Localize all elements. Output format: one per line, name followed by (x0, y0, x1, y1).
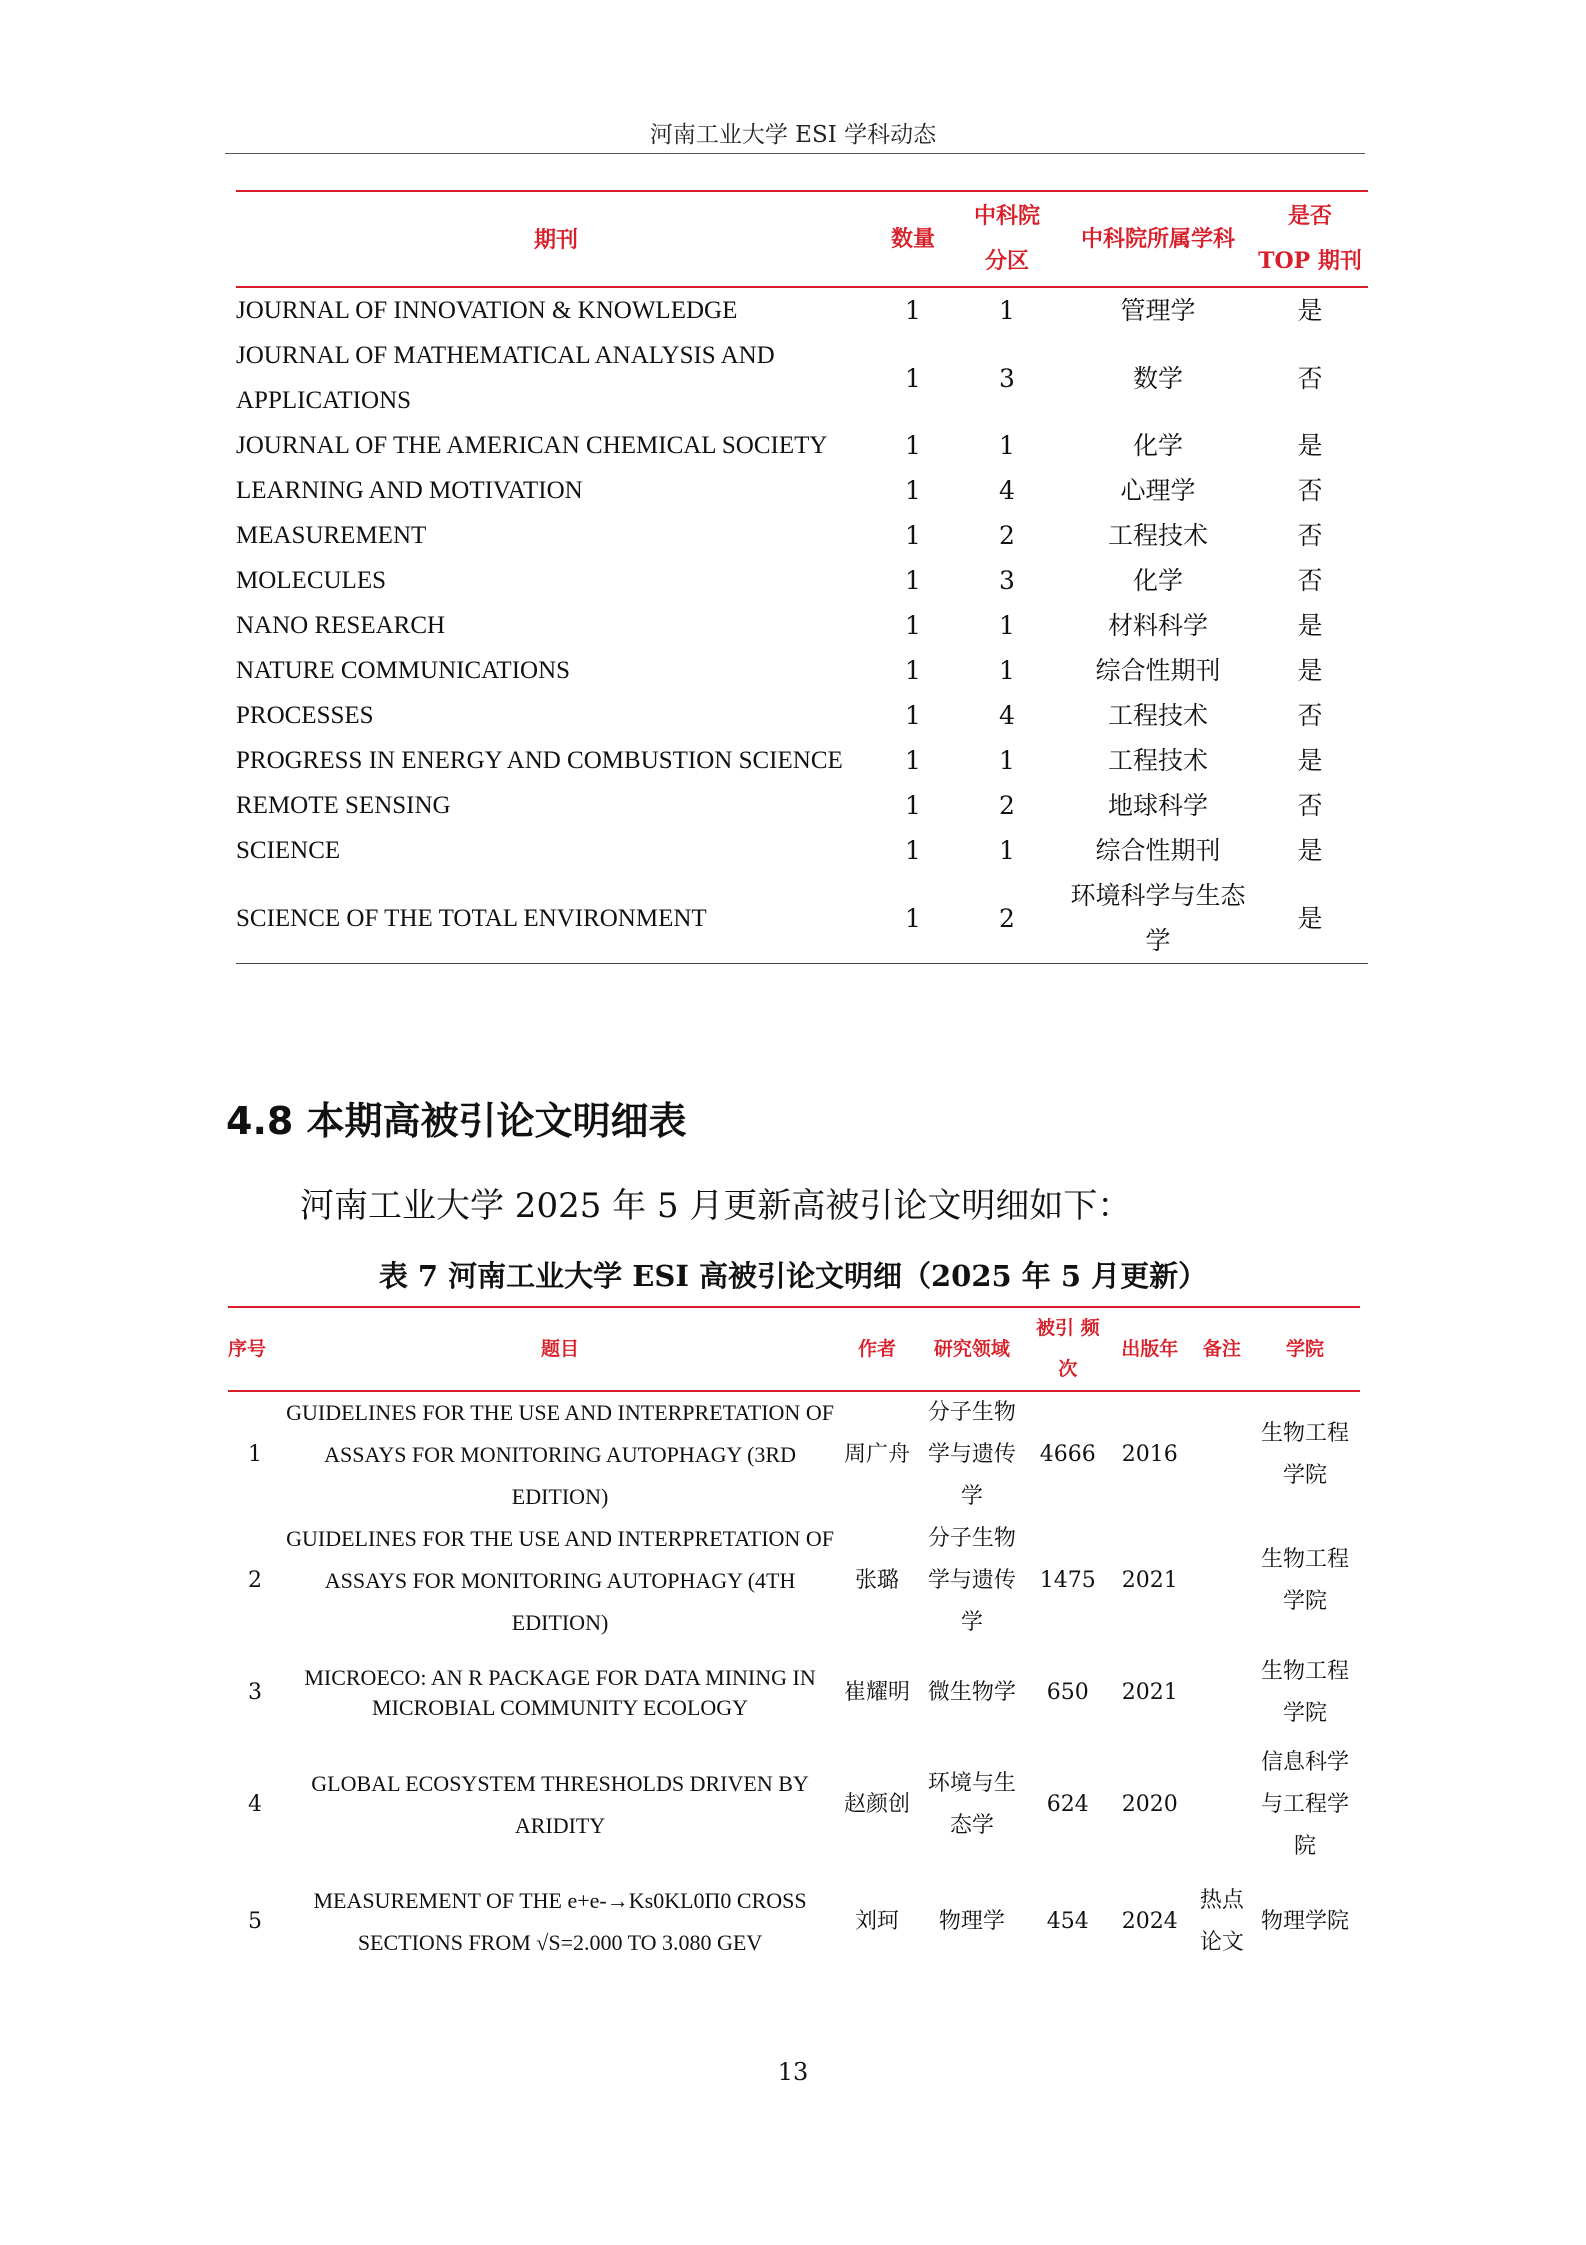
table-caption: 表 7 河南工业大学 ESI 高被引论文明细（2025 年 5 月更新） (378, 1259, 1208, 1293)
journal-table-body (236, 287, 1368, 964)
paper-cited: 454 (1046, 1909, 1089, 1934)
journal-count: 1 (905, 476, 921, 505)
paper-title: GUIDELINES FOR THE USE AND INTERPRETATION OF ASSAYS FOR MONITORING AUTOPHAGY (3RD EDITION) (286, 1400, 834, 1509)
paper-title: GLOBAL ECOSYSTEM THRESHOLDS DRIVEN BY ARIDITY (311, 1771, 809, 1838)
journal-top: 是 (1297, 656, 1323, 685)
journal-subject: 数学 (1132, 363, 1183, 393)
journal-top: 是 (1297, 611, 1323, 640)
journal-row (236, 333, 1368, 423)
journal-top: 否 (1297, 791, 1323, 820)
journal-count: 1 (905, 296, 921, 325)
paper-college: 生物工程学院 (1260, 1659, 1349, 1726)
journal-top: 是 (1297, 903, 1323, 933)
journal-zone: 1 (999, 656, 1015, 685)
paper-row (228, 1868, 1360, 1976)
col-zone (950, 191, 1064, 287)
col-zone-l2: 分区 (984, 248, 1029, 274)
col-field: 研究领域 (933, 1337, 1010, 1360)
journal-top: 是 (1297, 296, 1323, 325)
paper-no: 1 (248, 1442, 262, 1467)
journal-count: 1 (905, 566, 921, 595)
journal-row (236, 693, 1368, 738)
journal-count: 1 (905, 903, 921, 933)
paper-year: 2021 (1121, 1568, 1178, 1593)
col-no: 序号 (228, 1337, 267, 1360)
journal-row (236, 558, 1368, 603)
journal-name: LEARNING AND MOTIVATION (236, 477, 583, 504)
journal-top: 是 (1297, 836, 1323, 865)
journal-row (236, 423, 1368, 468)
journal-top: 否 (1297, 476, 1323, 505)
journal-top: 是 (1297, 746, 1323, 775)
journal-count: 1 (905, 791, 921, 820)
journal-zone: 1 (999, 431, 1015, 460)
paper-no: 2 (248, 1568, 262, 1593)
paper-title: MEASUREMENT OF THE e+e-→Ks0KL0Π0 CROSS SECTIONS FROM √S=2.000 TO 3.080 GEV (313, 1888, 807, 1955)
highly-cited-table-body (228, 1391, 1360, 1976)
journal-subject: 环境科学与生态学 (1070, 881, 1246, 955)
paper-note (1194, 1391, 1250, 1518)
paper-no: 3 (248, 1680, 262, 1705)
journal-table (236, 190, 1368, 964)
paper-cited: 1475 (1039, 1568, 1096, 1593)
journal-subject: 化学 (1132, 566, 1183, 595)
paper-field: 环境与生态学 (927, 1771, 1016, 1838)
paper-college: 信息科学与工程学院 (1260, 1750, 1349, 1859)
page-number: 13 (777, 2058, 809, 2086)
paper-author: 赵颜创 (843, 1792, 910, 1817)
paper-author: 崔耀明 (843, 1680, 910, 1705)
paper-year: 2021 (1121, 1680, 1178, 1705)
journal-subject: 地球科学 (1107, 791, 1208, 820)
paper-row (228, 1391, 1360, 1518)
journal-subject: 材料科学 (1107, 611, 1208, 640)
paper-college: 生物工程学院 (1260, 1547, 1349, 1614)
paper-year: 2016 (1121, 1442, 1178, 1467)
paper-cited: 4666 (1039, 1442, 1096, 1467)
journal-row (236, 603, 1368, 648)
journal-name: SCIENCE (236, 837, 341, 864)
journal-row (236, 738, 1368, 783)
col-zone-l1: 中科院 (973, 203, 1040, 229)
journal-zone: 2 (999, 521, 1015, 550)
journal-name: PROGRESS IN ENERGY AND COMBUSTION SCIENCE (236, 747, 843, 774)
col-cited: 被引 频次 (1035, 1317, 1100, 1380)
journal-top: 否 (1297, 521, 1323, 550)
journal-subject: 管理学 (1120, 296, 1196, 325)
paper-author: 张璐 (854, 1568, 899, 1593)
journal-zone: 2 (999, 791, 1015, 820)
journal-count: 1 (905, 656, 921, 685)
journal-row (236, 873, 1368, 964)
paper-year: 2024 (1121, 1909, 1178, 1934)
journal-count: 1 (905, 836, 921, 865)
paper-field: 分子生物学与遗传学 (927, 1526, 1016, 1635)
paper-note (1194, 1742, 1250, 1868)
journal-count: 1 (905, 431, 921, 460)
journal-zone: 4 (999, 701, 1015, 730)
paper-year: 2020 (1121, 1792, 1178, 1817)
running-header: 河南工业大学 ESI 学科动态 (649, 122, 937, 148)
col-note: 备注 (1202, 1337, 1241, 1360)
paper-title: MICROECO: AN R PACKAGE FOR DATA MINING IN MICROBIAL COMMUNITY ECOLOGY (304, 1665, 816, 1720)
paper-college: 物理学院 (1260, 1909, 1349, 1934)
journal-subject: 综合性期刊 (1095, 656, 1221, 685)
paper-title: GUIDELINES FOR THE USE AND INTERPRETATION OF ASSAYS FOR MONITORING AUTOPHAGY (4TH EDITION) (286, 1526, 834, 1635)
journal-table-header (236, 191, 1368, 287)
journal-subject: 工程技术 (1107, 521, 1208, 550)
journal-row (236, 783, 1368, 828)
col-year: 出版年 (1121, 1337, 1179, 1360)
paper-note (1194, 1644, 1250, 1742)
journal-name: PROCESSES (236, 702, 374, 729)
paper-row (228, 1742, 1360, 1868)
journal-row (236, 513, 1368, 558)
journal-zone: 1 (999, 611, 1015, 640)
journal-count: 1 (905, 521, 921, 550)
journal-count: 1 (905, 746, 921, 775)
paper-author: 刘珂 (854, 1909, 899, 1934)
journal-zone: 3 (999, 363, 1015, 393)
paper-no: 4 (248, 1792, 262, 1817)
journal-top: 是 (1297, 431, 1323, 460)
col-top-l2: TOP 期刊 (1258, 248, 1362, 274)
journal-name: MEASUREMENT (236, 522, 427, 549)
journal-zone: 1 (999, 746, 1015, 775)
col-subject: 中科院所属学科 (1080, 225, 1235, 252)
intro-paragraph: 河南工业大学 2025 年 5 月更新高被引论文明细如下： (300, 1186, 1132, 1226)
journal-zone: 2 (999, 903, 1015, 933)
paper-cited: 624 (1046, 1792, 1089, 1817)
journal-subject: 化学 (1132, 431, 1183, 460)
journal-zone: 3 (999, 566, 1015, 595)
journal-row (236, 828, 1368, 873)
col-journal: 期刊 (533, 226, 578, 252)
journal-name: JOURNAL OF MATHEMATICAL ANALYSIS AND APPLICATIONS (236, 342, 775, 414)
section-title: 4.8 本期高被引论文明细表 (226, 1099, 687, 1143)
paper-no: 5 (248, 1909, 262, 1934)
journal-name: MOLECULES (236, 567, 386, 594)
journal-count: 1 (905, 363, 921, 393)
col-title: 题目 (541, 1337, 580, 1360)
paper-cited: 650 (1046, 1680, 1089, 1705)
highly-cited-table (228, 1306, 1360, 1976)
journal-subject: 工程技术 (1107, 746, 1208, 775)
journal-top: 否 (1297, 363, 1323, 393)
paper-row (228, 1644, 1360, 1742)
paper-note: 热点论文 (1199, 1888, 1244, 1955)
journal-subject: 工程技术 (1107, 701, 1208, 730)
journal-zone: 1 (999, 296, 1015, 325)
paper-college: 生物工程学院 (1260, 1421, 1349, 1488)
journal-row (236, 468, 1368, 513)
journal-count: 1 (905, 611, 921, 640)
paper-row (228, 1518, 1360, 1644)
paper-author: 周广舟 (843, 1442, 910, 1467)
paper-field: 分子生物学与遗传学 (927, 1400, 1016, 1509)
highly-cited-table-header (228, 1307, 1360, 1391)
col-count: 数量 (890, 225, 935, 252)
col-top (1252, 191, 1368, 287)
journal-name: SCIENCE OF THE TOTAL ENVIRONMENT (236, 904, 707, 932)
journal-row (236, 648, 1368, 693)
journal-name: NATURE COMMUNICATIONS (236, 657, 571, 684)
paper-field: 物理学 (938, 1909, 1005, 1934)
journal-count: 1 (905, 701, 921, 730)
journal-row (236, 287, 1368, 333)
col-author: 作者 (857, 1337, 896, 1360)
paper-note (1194, 1518, 1250, 1644)
journal-top: 否 (1297, 701, 1323, 730)
journal-name: NANO RESEARCH (236, 612, 446, 639)
col-top-l1: 是否 (1287, 203, 1332, 229)
col-college: 学院 (1285, 1337, 1324, 1360)
header-rule (225, 153, 1365, 154)
journal-subject: 心理学 (1120, 476, 1196, 505)
journal-name: REMOTE SENSING (236, 792, 451, 819)
paper-field: 微生物学 (927, 1680, 1016, 1705)
journal-name: JOURNAL OF INNOVATION & KNOWLEDGE (236, 297, 738, 324)
journal-zone: 4 (999, 476, 1015, 505)
journal-name: JOURNAL OF THE AMERICAN CHEMICAL SOCIETY (236, 432, 828, 459)
journal-subject: 综合性期刊 (1095, 836, 1221, 865)
journal-zone: 1 (999, 836, 1015, 865)
journal-top: 否 (1297, 566, 1323, 595)
